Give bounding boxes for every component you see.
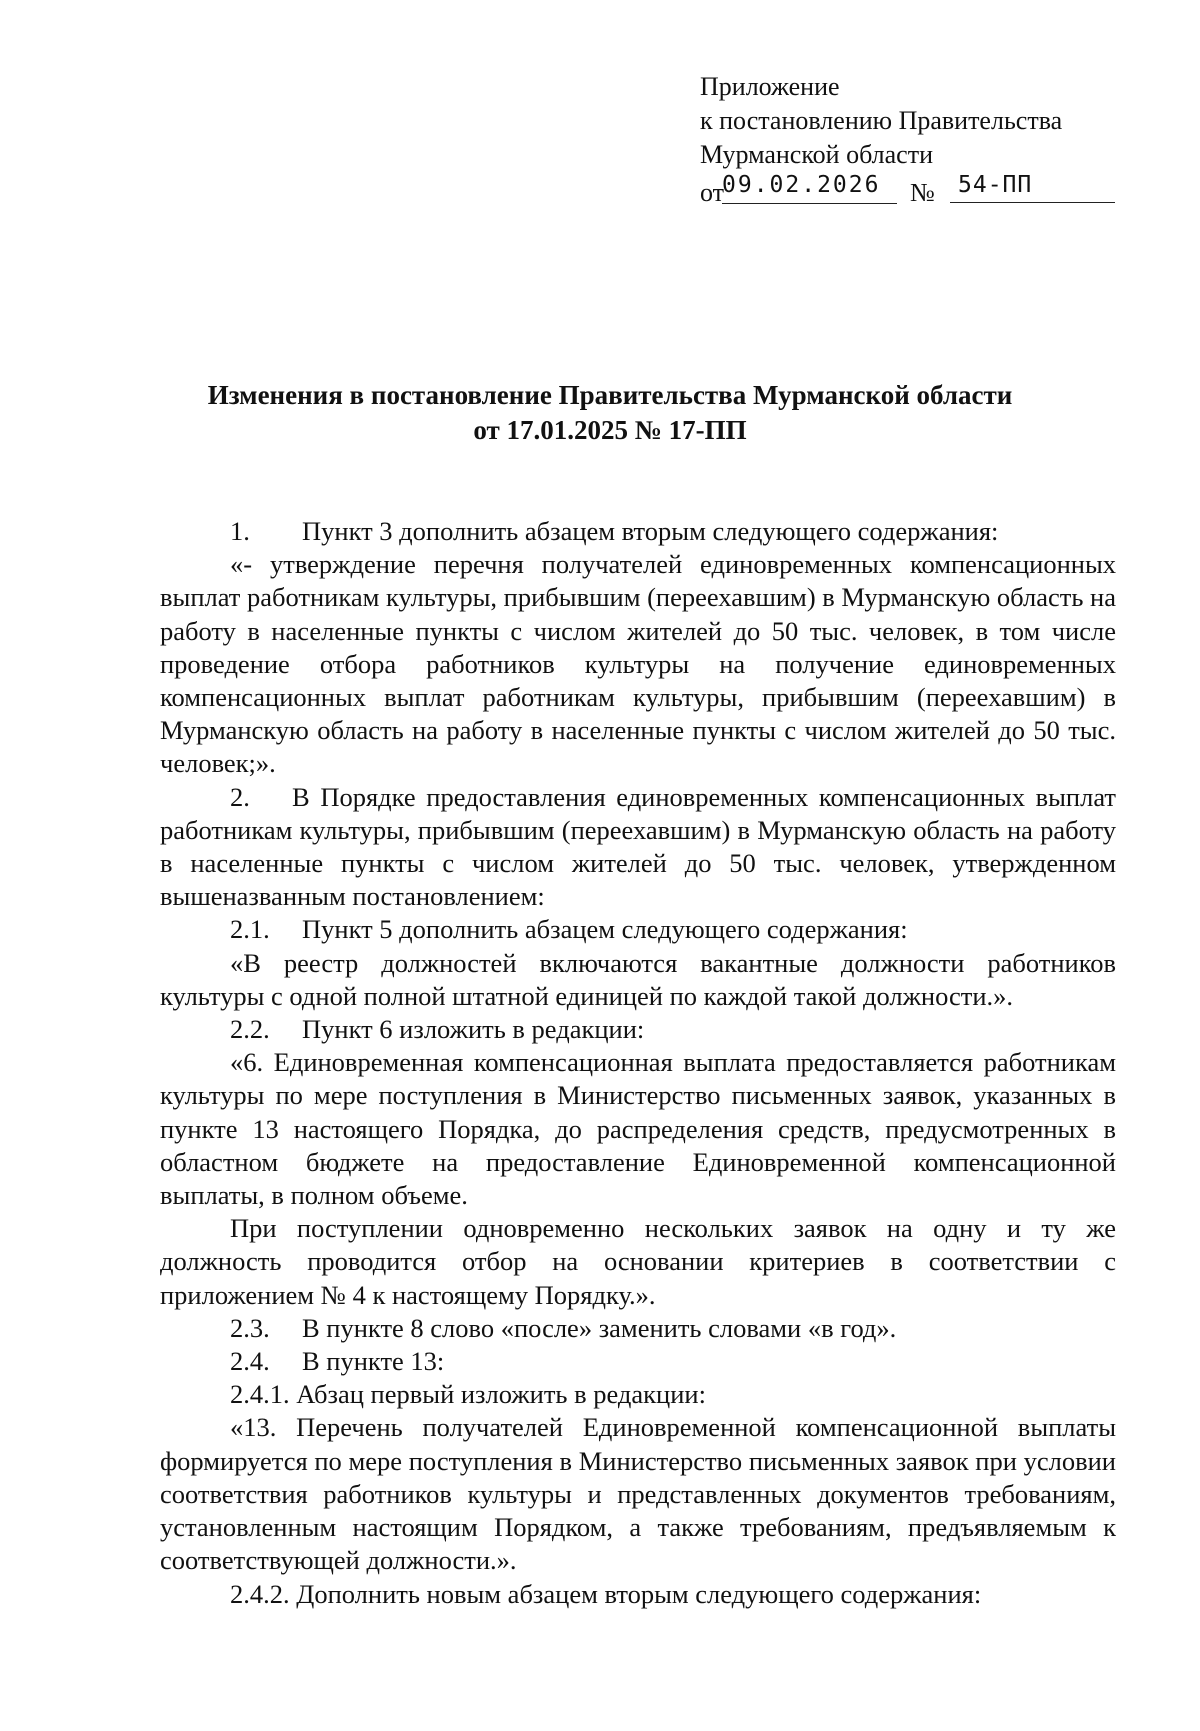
paragraph — [160, 781, 1116, 914]
item-number: 2.2. — [230, 1014, 270, 1045]
paragraph — [160, 1411, 1116, 1577]
paragraph-text: При поступлении одновременно нескольких заявок на одну и ту же должность проводится отбор на основании критериев в соответствии с приложением № 4 к настоящему Порядку.». — [160, 1213, 1116, 1310]
paragraph — [160, 515, 1116, 548]
document-title — [160, 378, 1060, 448]
paragraph — [160, 1378, 1116, 1411]
paragraph — [160, 1312, 1116, 1345]
paragraph-text: В Порядке предоставления единовременных компенсационных выплат работникам культуры, прибывшим (переехавшим) в Мурманскую область на работу в населенные пункты с числом жителей до 50 тыс. человек, утвержденном вышеназванным постановлением: — [160, 781, 1116, 912]
paragraph-text: «6. Единовременная компенсационная выплата предоставляется работникам культуры по мере поступления в Министерство письменных заявок, указанных в пункте 13 настоящего Порядка, до распределения средств, предусмотренных в областном бюджете на предоставление Единовременной компенсационной выплаты, в полном объеме. — [160, 1047, 1116, 1211]
number-prefix: № — [910, 178, 935, 207]
paragraph-text: Пункт 5 дополнить абзацем следующего содержания: — [302, 914, 908, 945]
from-prefix: от — [700, 178, 725, 207]
appendix-reference-line — [700, 172, 1130, 212]
item-number: 2.4. — [230, 1346, 270, 1377]
paragraph-text: Пункт 3 дополнить абзацем вторым следующего содержания: — [302, 516, 999, 546]
paragraph-text: «В реестр должностей включаются вакантные должности работников культуры с одной полной штатной единицей по каждой такой должности.». — [160, 947, 1116, 1011]
appendix-block — [700, 70, 1130, 212]
item-number: 2.3. — [230, 1312, 270, 1343]
paragraph — [160, 1578, 1116, 1611]
item-number: 2.1. — [230, 914, 270, 945]
paragraph-text: 2.4.2. Дополнить новым абзацем вторым следующего содержания: — [230, 1578, 982, 1609]
paragraph — [160, 548, 1116, 780]
resolution-number: 54-ПП — [950, 168, 1115, 203]
paragraph — [160, 1046, 1116, 1212]
paragraph-text: «13. Перечень получателей Единовременной компенсационной выплаты формируется по мере поступления в Министерство письменных заявок при условии соответствия работников культуры и представленных документов требованиям, установленным настоящим Порядком, а также требованиям, предъявляемым к соответствующей должности.». — [160, 1412, 1116, 1576]
paragraph — [160, 1212, 1116, 1312]
paragraph-text: В пункте 13: — [302, 1346, 445, 1377]
paragraph — [160, 913, 1116, 946]
paragraph-text: Пункт 6 изложить в редакции: — [302, 1014, 645, 1045]
paragraph-text: «- утверждение перечня получателей единовременных компенсационных выплат работникам культуры, прибывшим (переехавшим) в Мурманскую область на работу в населенные пункты с числом жителей до 50 тыс. человек, в том числе проведение отбора работников культуры на получение единовременных компенсационных выплат работникам культуры, прибывшим (переехавшим) в Мурманскую область на работу в населенные пункты с числом жителей до 50 тыс. человек;». — [160, 549, 1116, 779]
paragraph-text: 2.4.1. Абзац первый изложить в редакции: — [230, 1379, 706, 1410]
resolution-date: 09.02.2026 — [722, 168, 897, 204]
paragraph — [160, 947, 1116, 1013]
appendix-line-3: Мурманской области — [700, 140, 933, 169]
paragraph — [160, 1013, 1116, 1046]
appendix-line-2: к постановлению Правительства — [700, 106, 1063, 135]
document-body — [160, 515, 1116, 1611]
title-line-1: Изменения в постановление Правительства Мурманской области — [207, 380, 1013, 410]
paragraph — [160, 1345, 1116, 1378]
title-line-2: от 17.01.2025 № 17-ПП — [473, 415, 747, 445]
item-number: 1. — [230, 516, 250, 546]
item-number: 2. — [230, 781, 250, 812]
paragraph-text: В пункте 8 слово «после» заменить словами «в год». — [302, 1312, 897, 1343]
appendix-line-1: Приложение — [700, 72, 840, 101]
